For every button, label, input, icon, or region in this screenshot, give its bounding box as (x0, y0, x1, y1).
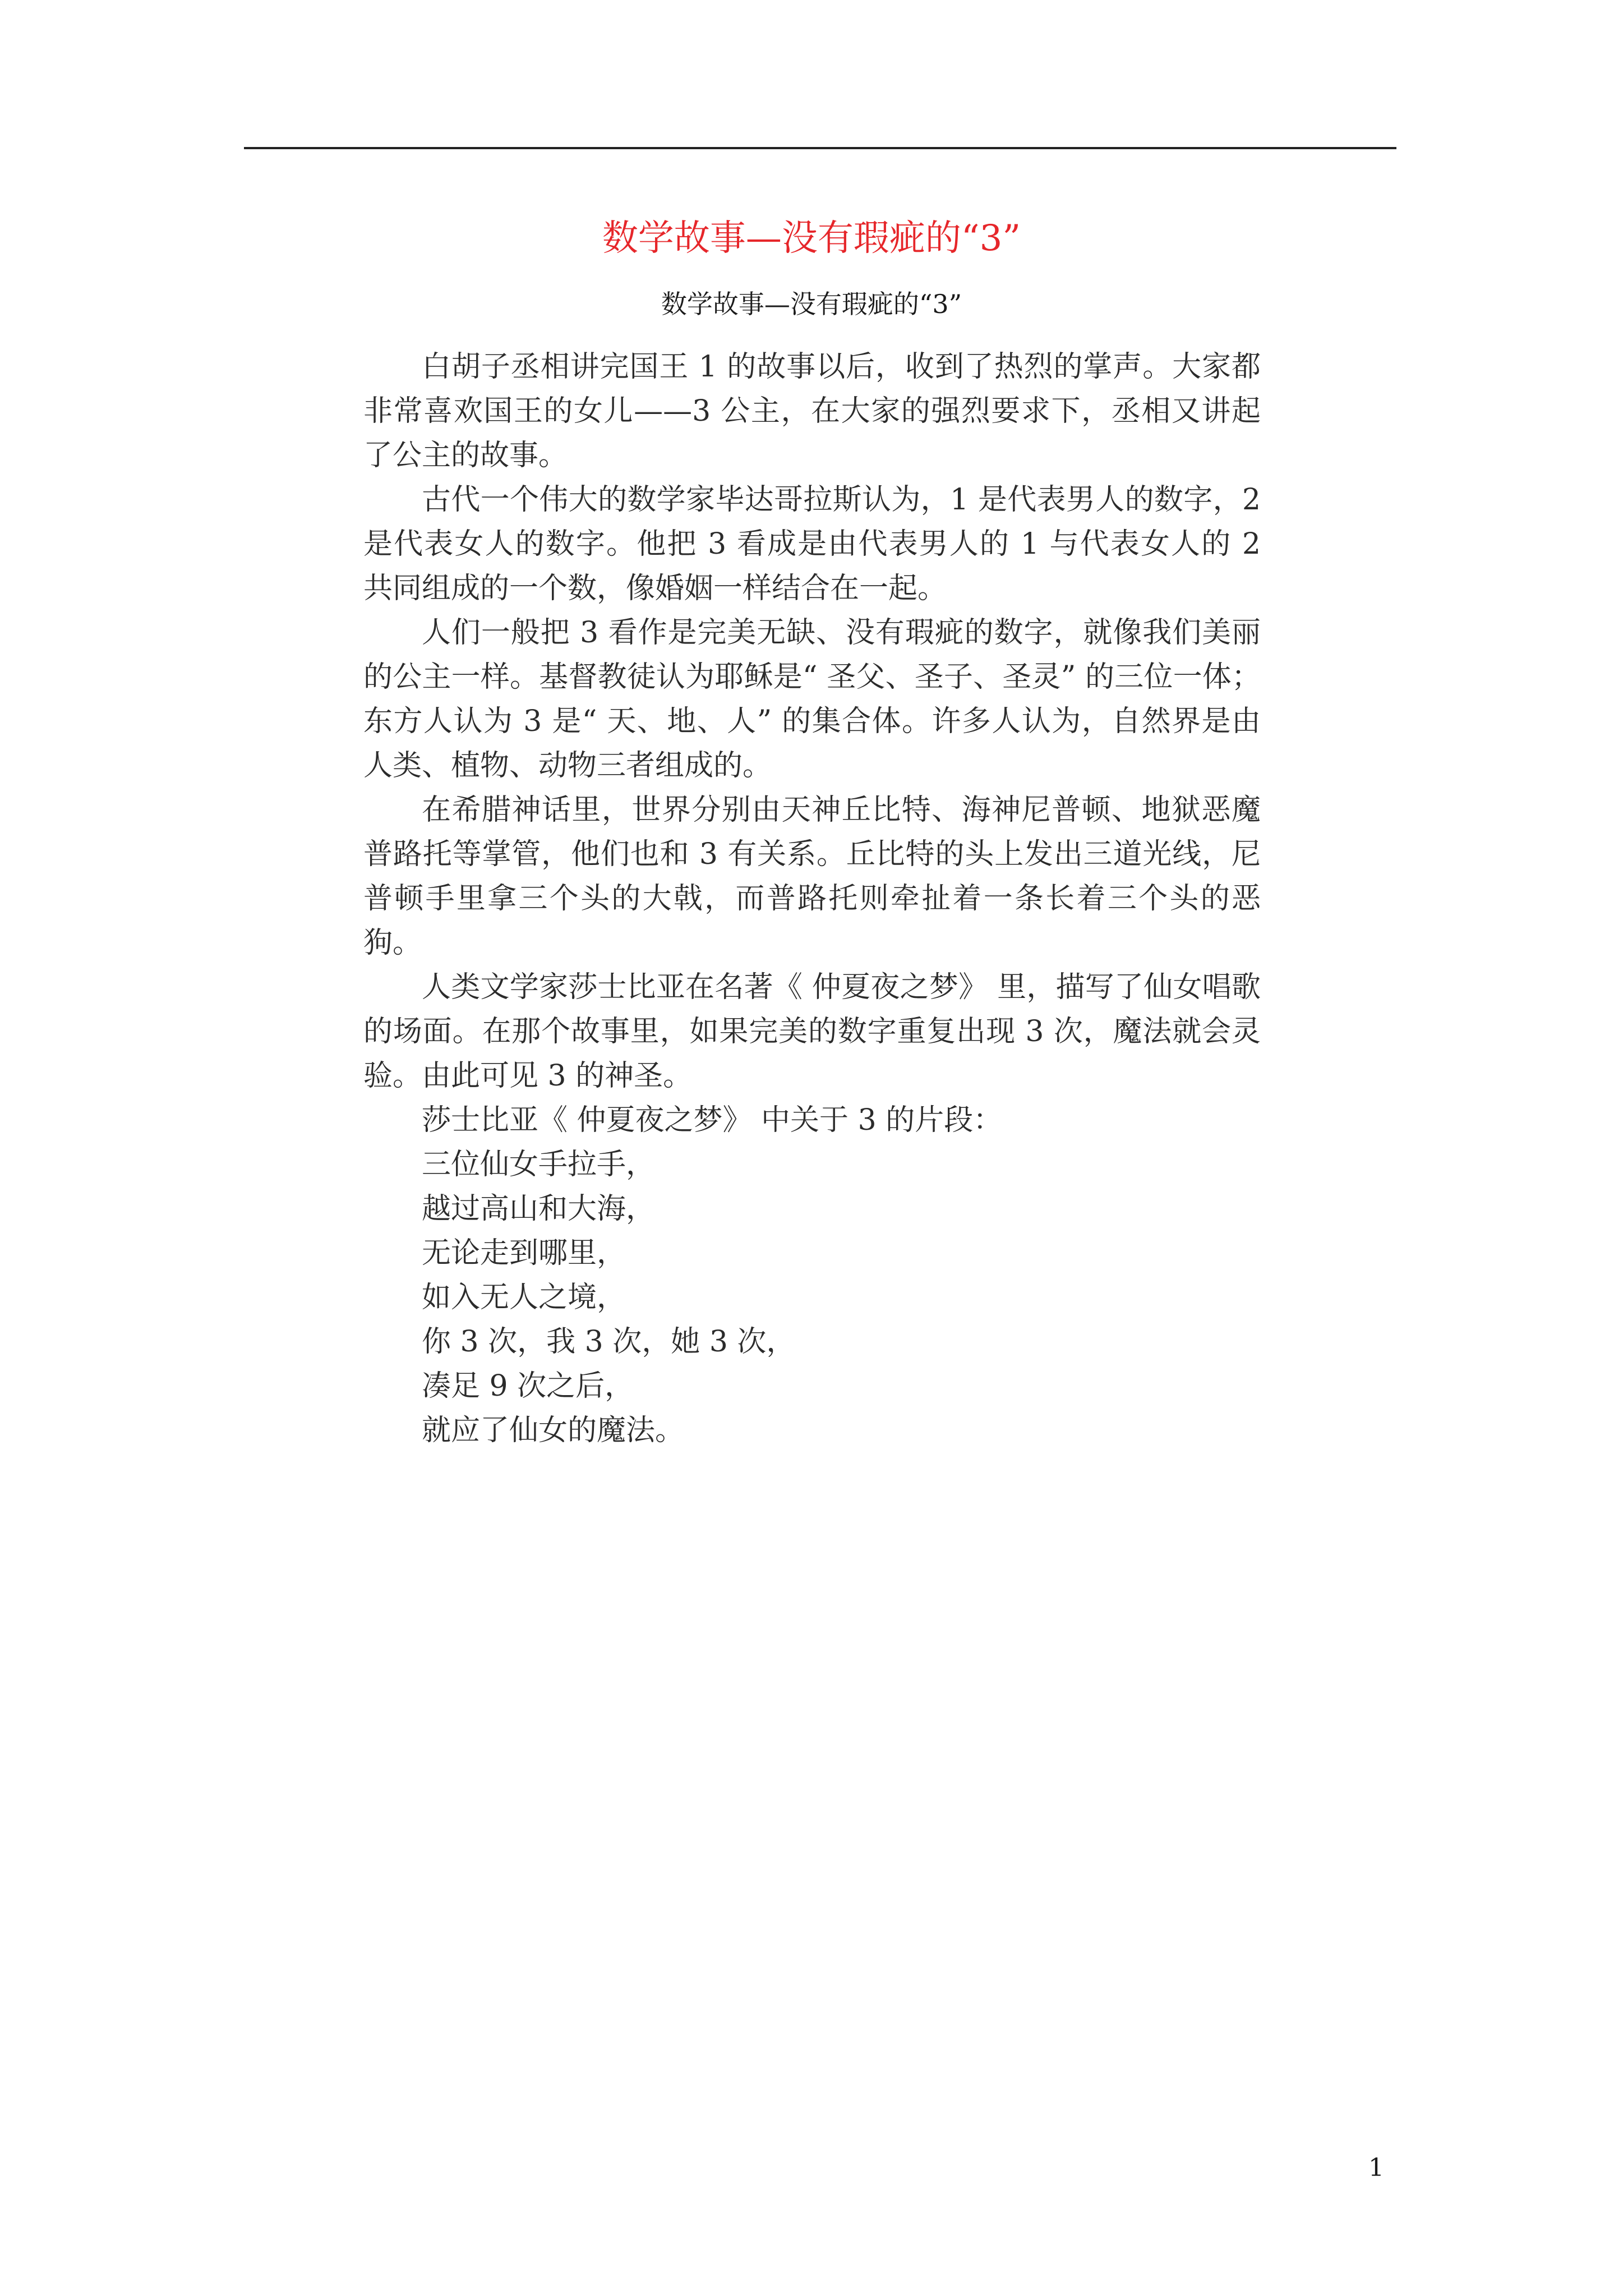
paragraph-2: 古代一个伟大的数学家毕达哥拉斯认为，1 是代表男人的数字，2 是代表女人的数字。他把 3 看成是由代表男人的 1 与代表女人的 2 共同组成的一个数，像婚姻一样结合在一起。 (363, 483, 1261, 605)
paragraph-1: 白胡子丞相讲完国王 1 的故事以后，收到了热烈的掌声。大家都非常喜欢国王的女儿——3 公主，在大家的强烈要求下，丞相又讲起了公主的故事。 (363, 350, 1261, 472)
document-subtitle: 数学故事—没有瑕疵的“3” (661, 289, 962, 319)
poem-line-3: 无论走到哪里， (422, 1236, 626, 1270)
poem (363, 1143, 1261, 1453)
paragraph-4: 在希腊神话里，世界分别由天神丘比特、海神尼普顿、地狱恶魔普路托等掌管，他们也和 3 有关系。丘比特的头上发出三道光线，尼普顿手里拿三个头的大戟，而普路托则牵扯着一条长着三个头的恶狗。 (363, 793, 1261, 960)
paragraph-6: 莎士比亚《 仲夏夜之梦》 中关于 3 的片段： (422, 1103, 1003, 1137)
paragraph-3: 人们一般把 3 看作是完美无缺、没有瑕疵的数字，就像我们美丽的公主一样。基督教徒认为耶稣是“ 圣父、圣子、圣灵” 的三位一体；东方人认为 3 是“ 天、地、人” 的集合体。许多人认为，自然界是由人类、植物、动物三者组成的。 (363, 616, 1261, 783)
header-rule (244, 147, 1396, 149)
document-title: 数学故事—没有瑕疵的“3” (602, 218, 1021, 259)
poem-line-2: 越过高山和大海， (422, 1192, 656, 1226)
poem-line-6: 凑足 9 次之后， (422, 1369, 634, 1403)
document-body (363, 345, 1261, 1453)
poem-line-4: 如入无人之境， (422, 1281, 626, 1314)
page-number: 1 (1368, 2154, 1384, 2182)
poem-line-1: 三位仙女手拉手， (422, 1148, 656, 1181)
poem-line-7: 就应了仙女的魔法。 (422, 1414, 685, 1447)
paragraph-5: 人类文学家莎士比亚在名著《 仲夏夜之梦》 里，描写了仙女唱歌的场面。在那个故事里，如果完美的数字重复出现 3 次，魔法就会灵验。由此可见 3 的神圣。 (363, 970, 1261, 1093)
poem-line-5: 你 3 次，我 3 次，她 3 次， (422, 1325, 796, 1359)
